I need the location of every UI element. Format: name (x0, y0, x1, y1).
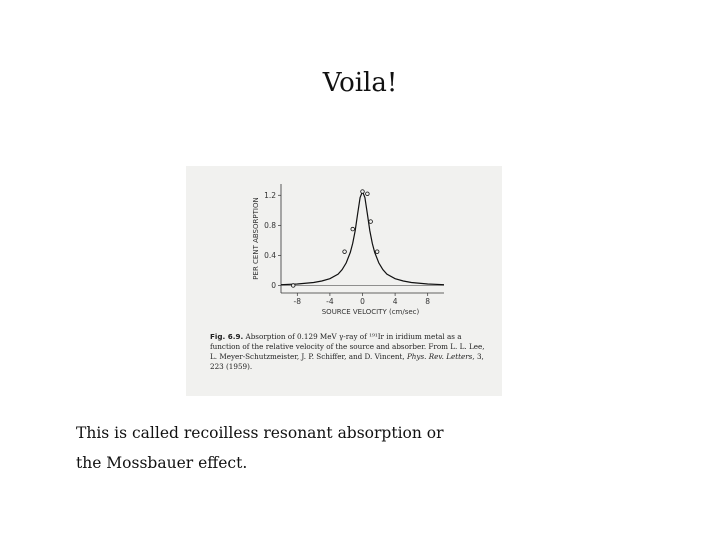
x-tick-label: -8 (293, 297, 302, 306)
data-point (369, 220, 373, 224)
caption-citation-rest: 3, 223 (1959). (210, 352, 484, 371)
figure-image (186, 166, 502, 396)
x-tick-label: 8 (425, 297, 431, 306)
figure-caption (210, 332, 486, 372)
data-point (351, 227, 355, 231)
y-axis-label: PER CENT ABSORPTION (252, 197, 260, 280)
x-axis-label: SOURCE VELOCITY (cm/sec) (321, 308, 420, 316)
absorption-curve (281, 192, 444, 285)
y-tick-label: 0.8 (264, 220, 276, 230)
y-tick-label: 0.4 (264, 250, 276, 260)
y-tick-label: 1.2 (264, 190, 276, 200)
data-point (366, 192, 370, 196)
body-line-2: the Mossbauer effect. (76, 454, 248, 472)
slide-title: Voila! (322, 68, 398, 98)
x-tick-label: 0 (360, 297, 365, 306)
x-tick-label: -4 (326, 297, 334, 306)
body-line-1: This is called recoilless resonant absorption or (76, 424, 444, 442)
x-tick-label: 4 (392, 297, 398, 306)
y-tick-label: 0 (271, 280, 276, 290)
caption-citation-journal: Phys. Rev. Letters, (406, 352, 475, 361)
data-point (343, 250, 347, 254)
data-point (375, 250, 379, 254)
data-point (361, 190, 365, 194)
data-point (291, 284, 295, 288)
caption-text: Absorption of 0.129 MeV γ-ray of ¹⁹¹Ir in iridium metal as a function of the relative velocity of the source and absorber. From L. L. Lee, L. Meyer-Schutzmeister, J. P. Schiffer, and D. Vincent, (210, 332, 485, 361)
body-text (76, 418, 496, 478)
figure-number: Fig. 6.9. (210, 332, 244, 341)
